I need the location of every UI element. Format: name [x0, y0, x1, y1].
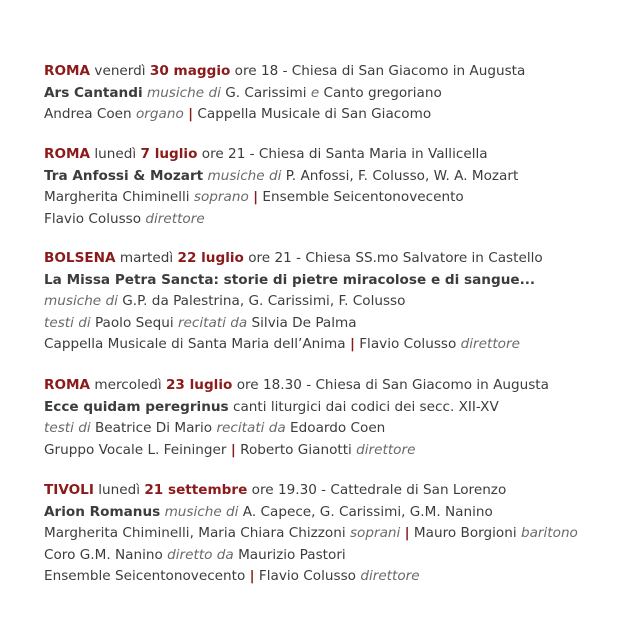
- event-date: 21 settembre: [144, 482, 248, 498]
- composers: A. Capece, G. Carissimi, G.M. Nanino: [242, 503, 493, 520]
- event-time-venue: ore 21 - Chiesa SS.mo Salvatore in Castello: [248, 250, 543, 266]
- event-title: Ars Cantandi: [44, 84, 143, 101]
- recited-by-label: recitati da: [177, 314, 248, 331]
- ensemble-name: Ensemble Seicentonovecento: [262, 189, 464, 206]
- baritone-name: Mauro Borgioni: [413, 525, 517, 542]
- choir-director: Maurizio Pastori: [238, 546, 346, 563]
- composers: G.P. da Palestrina, G. Carissimi, F. Colusso: [122, 293, 406, 310]
- music-by-label: musiche di: [207, 167, 282, 184]
- conductor-name: Flavio Colusso: [359, 336, 457, 353]
- event-header: [44, 375, 632, 397]
- choir-line: [44, 545, 632, 567]
- event-header: [44, 480, 632, 502]
- texts-by-label: testi di: [44, 314, 91, 331]
- conductor-line: [44, 209, 632, 231]
- composers: P. Anfossi, F. Colusso, W. A. Mozart: [285, 167, 519, 184]
- ensemble-name: Ensemble Seicentonovecento: [44, 568, 246, 585]
- event-title-line: [44, 270, 632, 292]
- conductor-role: direttore: [360, 568, 420, 585]
- reciter-name: Silvia De Palma: [251, 314, 357, 331]
- event-title-line: [44, 397, 632, 419]
- event-city: TIVOLI: [44, 482, 94, 498]
- author-name: Beatrice Di Mario: [94, 420, 213, 437]
- event-tivoli-21-settembre: [44, 480, 632, 588]
- soloist-role: soprani: [349, 525, 401, 542]
- texts-line: [44, 313, 632, 335]
- music-by-label: musiche di: [164, 503, 239, 520]
- conductor-role: direttore: [356, 441, 416, 458]
- ensemble-name: Cappella Musicale di Santa Maria dell’Anima: [44, 336, 346, 353]
- performer-name: Andrea Coen: [44, 106, 132, 123]
- conductor-name: Flavio Colusso: [44, 210, 142, 227]
- event-roma-23-luglio: [44, 375, 632, 461]
- event-title: La Missa Petra Sancta: storie di pietre miracolose e di sangue...: [44, 271, 536, 288]
- composers-line: [44, 291, 632, 313]
- performers-line: [44, 566, 632, 588]
- event-day: lunedì: [98, 482, 140, 498]
- separator: |: [349, 336, 355, 353]
- event-title-line: [44, 166, 632, 188]
- ensemble-name: Gruppo Vocale L. Feininger: [44, 441, 227, 458]
- event-bolsena-22-luglio: [44, 248, 632, 356]
- choir-name: Coro G.M. Nanino: [44, 546, 163, 563]
- texts-line: [44, 418, 632, 440]
- music-by-label: musiche di: [44, 293, 118, 310]
- separator: |: [404, 525, 410, 542]
- event-date: 7 luglio: [140, 146, 198, 162]
- event-date: 23 luglio: [165, 377, 233, 393]
- event-title-line: [44, 502, 632, 524]
- performers-line: [44, 187, 632, 209]
- performers-line: [44, 104, 632, 126]
- music-by-label: musiche di: [146, 84, 221, 101]
- event-header: [44, 61, 632, 83]
- separator: |: [249, 568, 255, 585]
- event-title: Ecce quidam peregrinus: [44, 398, 229, 415]
- performer-role: organo: [135, 106, 184, 123]
- event-time-venue: ore 18.30 - Chiesa di San Giacomo in Augusta: [236, 377, 549, 393]
- event-city: ROMA: [44, 63, 91, 79]
- recited-by-label: recitati da: [216, 420, 286, 437]
- event-day: lunedì: [94, 146, 137, 162]
- conductor-name: Roberto Gianotti: [240, 441, 352, 458]
- baritone-role: baritono: [520, 525, 578, 542]
- event-title-line: [44, 83, 632, 105]
- performer-role: soprano: [193, 189, 249, 206]
- composers-extra: Canto gregoriano: [323, 84, 442, 101]
- event-time-venue: ore 19.30 - Cattedrale di San Lorenzo: [251, 482, 507, 498]
- performers-line: [44, 334, 632, 356]
- event-city: ROMA: [44, 146, 91, 162]
- performers-line: [44, 440, 632, 462]
- event-day: venerdì: [94, 63, 146, 79]
- event-date: 22 luglio: [177, 250, 244, 266]
- event-day: martedì: [119, 250, 174, 266]
- event-date: 30 maggio: [149, 63, 231, 79]
- event-header: [44, 248, 632, 270]
- ensemble-name: Cappella Musicale di San Giacomo: [197, 106, 432, 123]
- event-time-venue: ore 18 - Chiesa di San Giacomo in Augusta: [234, 63, 526, 79]
- separator: |: [230, 441, 236, 458]
- event-day: mercoledì: [94, 377, 162, 393]
- soloist-names: Margherita Chiminelli, Maria Chiara Chizzoni: [44, 525, 346, 542]
- directed-by-label: diretto da: [167, 546, 234, 563]
- conductor-name: Flavio Colusso: [258, 568, 356, 585]
- event-roma-7-luglio: [44, 144, 632, 230]
- separator: |: [188, 106, 194, 123]
- composers: G. Carissimi: [225, 84, 307, 101]
- separator: |: [253, 189, 259, 206]
- conductor-role: direttore: [460, 336, 520, 353]
- event-header: [44, 144, 632, 166]
- event-city: ROMA: [44, 377, 91, 393]
- event-time-venue: ore 21 - Chiesa di Santa Maria in Vallicella: [201, 146, 488, 162]
- event-title: Tra Anfossi & Mozart: [44, 167, 204, 184]
- reciter-name: Edoardo Coen: [290, 420, 386, 437]
- author-name: Paolo Sequi: [94, 314, 174, 331]
- event-city: BOLSENA: [44, 250, 116, 266]
- texts-by-label: testi di: [44, 420, 91, 437]
- event-title: Arion Romanus: [44, 503, 161, 520]
- event-roma-30-maggio: [44, 61, 632, 126]
- conductor-role: direttore: [145, 210, 205, 227]
- event-subtitle: canti liturgici dai codici dei secc. XII-XV: [232, 398, 499, 415]
- soloists-line: [44, 523, 632, 545]
- performer-name: Margherita Chiminelli: [44, 189, 190, 206]
- conjunction: e: [310, 84, 320, 101]
